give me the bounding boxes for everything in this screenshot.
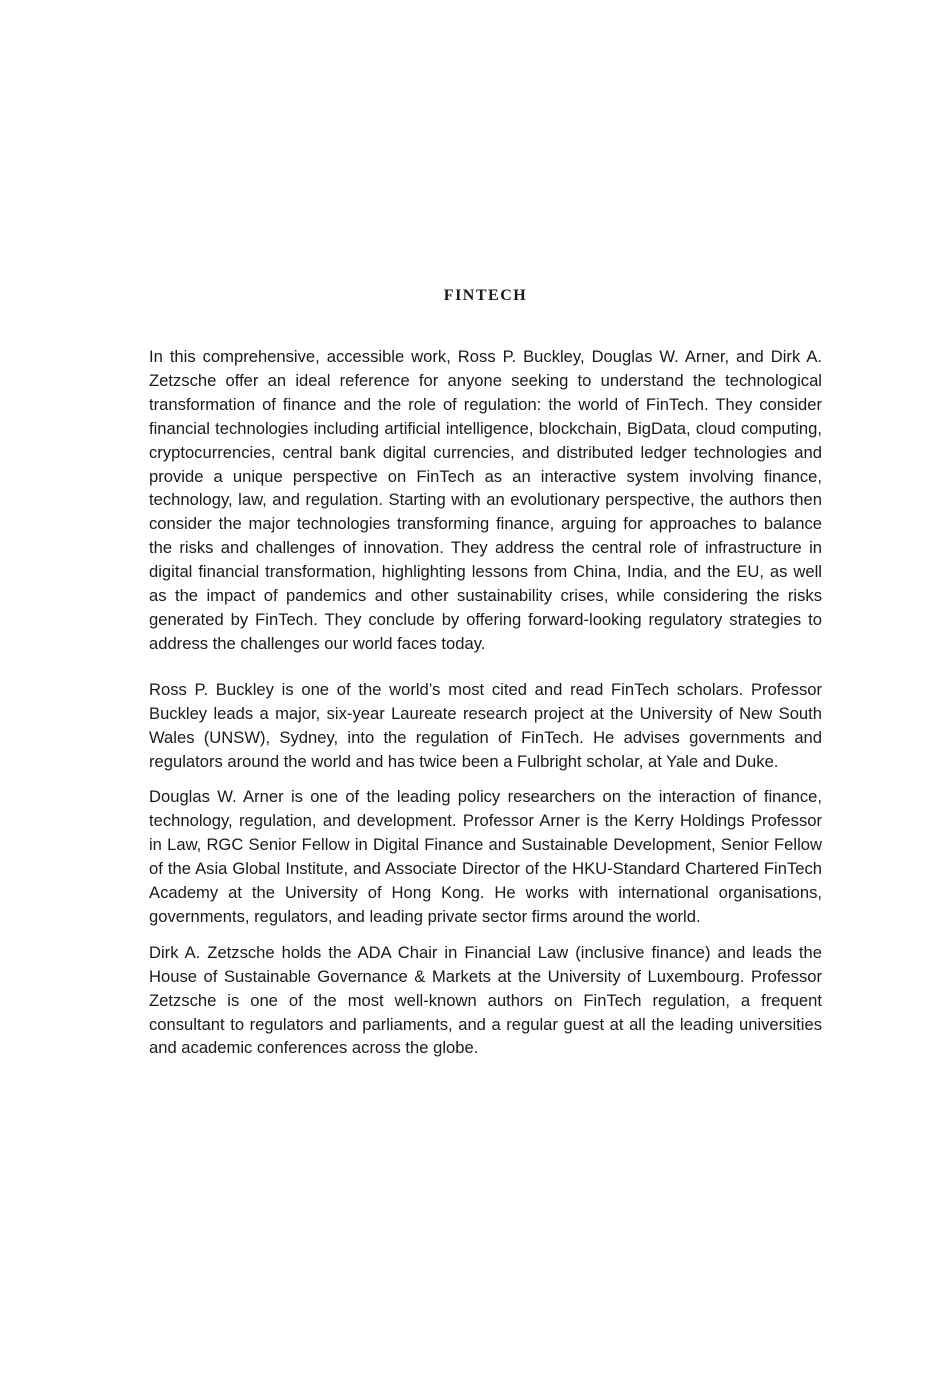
author-bio-buckley: Ross P. Buckley is one of the world’s most cited and read FinTech scholars. Professor Buckley leads a major, six-year Laureate research project at the University of New South Wales (UNSW), Sydney, into the regulation of FinTech. He advises governments and regulators around the world and has twice been a Fulbright scholar, at Yale and Duke. bbox=[149, 679, 822, 771]
author-bio-zetzsche: Dirk A. Zetzsche holds the ADA Chair in Financial Law (inclusive finance) and leads the House of Sustainable Governance & Markets at the University of Luxembourg. Professor Zetzsche is one of the most well-known authors on FinTech regulation, a frequent consultant to regulators and parliaments, and a regular guest at all the leading universities and academic conferences across the globe. bbox=[149, 942, 822, 1058]
book-description: In this comprehensive, accessible work, Ross P. Buckley, Douglas W. Arner, and Dirk A. Zetzsche offer an ideal reference for anyone seeking to understand the technological transformation of finance and the role of regulation: the world of FinTech. They consider financial technologies including artificial intelligence, blockchain, BigData, cloud computing, cryptocurrencies, central bank digital currencies, and distributed ledger technologies and provide a unique perspective on FinTech as an interactive system involving finance, technology, law, and regulation. Starting with an evolutionary perspective, the authors then consider the major technologies transforming finance, arguing for approaches to balance the risks and challenges of innovation. They address the central role of infrastructure in digital financial transformation, highlighting lessons from China, India, and the EU, as well as the impact of pandemics and other sustainability crises, while considering the risks generated by FinTech. They conclude by offering forward-looking regulatory strategies to address the challenges our world faces today. bbox=[149, 347, 822, 653]
author-bio-arner: Douglas W. Arner is one of the leading policy researchers on the interaction of finance, technology, regulation, and development. Professor Arner is the Kerry Holdings Professor in Law, RGC Senior Fellow in Digital Finance and Sustainable Development, Senior Fellow of the Asia Global Institute, and Associate Director of the HKU-Standard Chartered FinTech Academy at the University of Hong Kong. He works with international organisations, governments, regulators, and leading private sector firms around the world. bbox=[149, 787, 822, 926]
book-title: FINTECH bbox=[443, 287, 528, 304]
book-half-title-page bbox=[149, 284, 822, 1060]
